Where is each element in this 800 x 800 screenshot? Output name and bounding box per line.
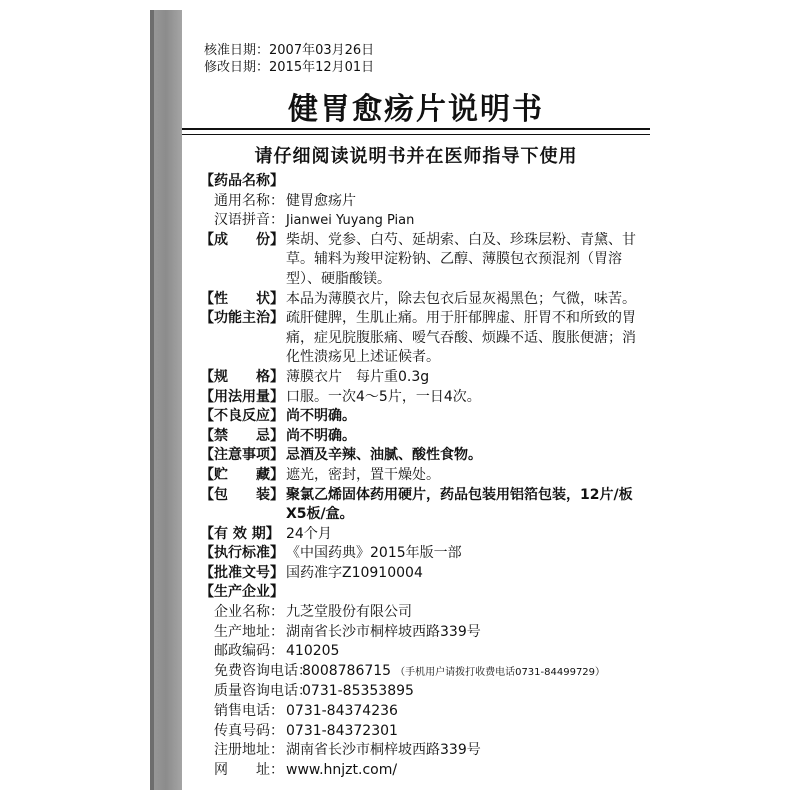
reg-address-label: 注册地址： [214,742,284,759]
spec-tag: 【规 格】 [200,368,284,385]
validity-tag: 【有 效 期】 [200,525,280,542]
adverse-tag: 【不良反应】 [200,408,284,425]
adverse-value: 尚不明确。 [286,408,356,425]
generic-name-value: 健胃愈疡片 [286,192,356,209]
properties-tag: 【性 状】 [200,290,284,307]
address-value: 湖南省长沙市桐梓坡西路339号 [286,623,481,640]
validity-section [200,525,648,545]
manufacturer-tag: 【生产企业】 [200,584,284,601]
drug-name-section [200,172,648,192]
standard-tag: 【执行标准】 [200,545,284,562]
sales-label: 销售电话： [214,703,284,720]
indications-section [200,309,648,368]
hotline-value: 8008786715 [302,662,392,679]
fax-row [200,722,648,742]
website-label: 网 址： [214,761,284,778]
approval-tag: 【批准文号】 [200,564,284,581]
dosage-tag: 【用法用量】 [200,388,284,405]
approval-date: 核准日期：2007年03月26日 [204,43,375,58]
leaflet-content [200,172,648,780]
revision-date: 修改日期：2015年12月01日 [204,60,375,75]
standard-section [200,544,648,564]
pinyin-label: 汉语拼音： [214,212,284,229]
spec-section [200,368,648,388]
contraindications-value: 尚不明确。 [286,427,356,444]
package-value: 聚氯乙烯固体药用硬片，药品包装用铝箔包装，12片/板X5板/盒。 [286,486,633,523]
indications-value: 疏肝健脾，生肌止痛。用于肝郁脾虚、肝胃不和所致的胃痛，症见脘腹胀痛、嗳气吞酸、烦躁不适、腹胀便溏；消化性溃疡见上述证候者。 [286,310,636,366]
dosage-section [200,388,648,408]
hotline-value-wrap [302,662,648,683]
contraindications-tag: 【禁 忌】 [200,427,284,444]
hotline-label: 免费咨询电话： [214,662,312,679]
leaflet-subtitle: 请仔细阅读说明书并在医师指导下使用 [254,146,578,167]
website-row [200,761,648,781]
ingredients-section [200,231,648,290]
postcode-value: 410205 [286,643,340,660]
company-label: 企业名称： [214,604,284,621]
quality-value: 0731-85353895 [302,683,414,700]
sales-value: 0731-84374236 [286,703,398,720]
contraindications-section [200,427,648,447]
date-block [204,42,374,76]
hotline-row [200,662,648,683]
storage-tag: 【贮 藏】 [200,466,284,483]
precautions-tag: 【注意事项】 [200,447,284,464]
generic-name-row [200,192,648,212]
package-section [200,486,648,525]
standard-value: 《中国药典》2015年版一部 [286,545,462,562]
quality-label: 质量咨询电话： [214,683,312,700]
sales-row [200,702,648,722]
manufacturer-section [200,583,648,603]
spec-value: 薄膜衣片 每片重0.3g [286,368,430,385]
left-gray-margin-band [150,10,182,790]
website-value: www.hnjzt.com/ [286,761,398,778]
pinyin-value: Jianwei Yuyang Pian [286,213,415,229]
precautions-section [200,446,648,466]
reg-address-value: 湖南省长沙市桐梓坡西路339号 [286,742,481,759]
properties-section [200,290,648,310]
indications-tag: 【功能主治】 [200,310,284,327]
postcode-label: 邮政编码： [214,643,284,660]
fax-label: 传真号码： [214,722,284,739]
reg-address-row [200,741,648,761]
ingredients-value: 柴胡、党参、白芍、延胡索、白及、珍珠层粉、青黛、甘草。辅料为羧甲淀粉钠、乙醇、薄膜包衣预混剂（胃溶型）、硬脂酸镁。 [286,231,636,287]
adverse-section [200,407,648,427]
postcode-row [200,642,648,662]
storage-section [200,466,648,486]
properties-value: 本品为薄膜衣片，除去包衣后显灰褐黑色；气微，味苦。 [286,290,636,307]
dosage-value: 口服。一次4～5片，一日4次。 [286,388,481,405]
company-row [200,603,648,623]
title-rule-top [182,128,650,130]
precautions-value: 忌酒及辛辣、油腻、酸性食物。 [286,447,482,464]
leaflet-sheet [182,10,650,790]
drug-name-tag: 【药品名称】 [200,173,284,189]
approval-section [200,564,648,584]
fax-value: 0731-84372301 [286,722,398,739]
address-row [200,623,648,643]
hotline-note: （手机用户请拨打收费电话0731-84499729） [395,666,606,678]
quality-row [200,682,648,702]
address-label: 生产地址： [214,623,284,640]
validity-value: 24个月 [286,525,332,542]
package-tag: 【包 装】 [200,486,284,503]
storage-value: 遮光，密封，置干燥处。 [286,466,440,483]
pinyin-row [200,211,648,231]
approval-value: 国药准字Z10910004 [286,564,423,581]
leaflet-title: 健胃愈疡片说明书 [288,92,544,127]
company-value: 九芝堂股份有限公司 [286,604,412,621]
title-rule-bottom [182,134,650,135]
generic-name-label: 通用名称： [214,192,284,209]
ingredients-tag: 【成 份】 [200,231,284,248]
